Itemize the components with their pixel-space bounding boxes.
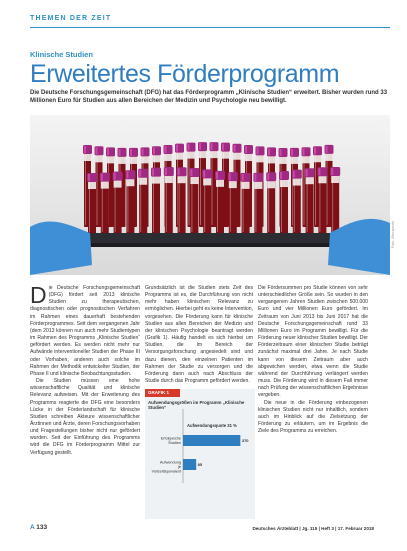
tube-front xyxy=(177,167,187,234)
article-headline: Erweitertes Förderprogramm xyxy=(30,60,340,88)
tube-front xyxy=(266,172,276,234)
tube-front xyxy=(125,170,135,234)
figure-subtitle: Aufwendungsquote 31 % xyxy=(187,423,237,428)
tube-front xyxy=(215,171,225,234)
tube-front xyxy=(253,173,263,234)
bar xyxy=(183,435,240,446)
page-prefix: A xyxy=(30,524,35,531)
tube-front xyxy=(202,169,212,234)
tube-front xyxy=(138,169,148,234)
tube-front xyxy=(330,167,340,234)
paragraph: Die Studien müssen eine hohe wissenschaftliche Qualität und klinische Relevanz aufweisen. Mit der Erweiterung des Programms reagierte die DFG eine besonders Lücke in der Förderlandschaft für klinische Studien schreiben Akteure wissenschaftlicher Ärztinnen und Ärzte, deren Forschungsvorhaben und Fragestellungen bisher nicht nur gefördert wurden. Seit der Einführung des Programms wird die DFG im Förderprogramm Mittel zur Verfügung gestellt. xyxy=(30,378,140,456)
journal-citation: Deutsches Ärzteblatt | Jg. 115 | Heft 3 | 17. Februar 2018 xyxy=(252,526,374,531)
bar-chart xyxy=(145,405,255,515)
article-column-1 xyxy=(30,282,140,457)
tube-front xyxy=(164,167,174,234)
figure-title: Aufwendungsgrößen im Programm „Klinische Studien“ xyxy=(148,400,245,410)
paragraph: Grundsätzlich ist die Studien stets Zeit des Programms ist es, die Durchführung von nicht mehr haben klinischen Relevanz zu ermöglichen. Hierbei geht es keine Intervention, vorgesehen. Die Förderung kann für klinische Studien aus allen Bereichen der Medizin und der klinischen Psychologie beantragt werden (Grafik 1). Häufig handelt es sich hierbei um Studien, die im Bereich der Versorgungsforschung angesiedelt sind und dazu dienen, den einzelnen Patienten im Rahmen der Studie zu versorgen und die Förderung dann auch nach Abschluss der Studie durch das Programm gefördert werden. xyxy=(145,285,253,385)
tube-front xyxy=(228,172,238,234)
tube-front xyxy=(241,173,251,234)
tube-front xyxy=(317,167,327,234)
article-teaser: Die Deutsche Forschungsgemeinschaft (DFG) hat das Förderprogramm „Klinische Studien“ erweitert. Bisher wurden rund 33 Millionen Euro für Studien aus allen Bereichen der Medizin und Psychologie neu bewilligt. xyxy=(30,90,388,105)
paragraph: Die Fördersummen pro Studie können von sehr unterschiedlicher Größe sein. So wurden in den vergangenen Jahren Studien zwischen 500.000 Euro und vier Millionen Euro gefördert. Im Zeitraum von Juni 2013 bis Juni 2017 hat die Deutsche Forschungsgemeinschaft rund 33 Millionen Euro im Programm bewilligt. Für die Förderung neuer klinischer Studien bewilligt. Der Förderzeitraum einer klinischen Studie beträgt zunächst maximal drei Jahre. Je nach Studie kann von diesem Zeitraum aber auch abgewichen werden, etwa wenn die Studie während der Durchführung verlängert werden muss. Die Förderung wird in diesem Fall immer nach Prüfung der wissenschaftlichen Ergebnisse vergeben. xyxy=(258,285,368,399)
figure-grafik-1 xyxy=(145,389,255,519)
tube-front xyxy=(87,173,97,234)
blood-sample-photo xyxy=(30,115,390,275)
category-label: Aufwendung je Vollzeitäquivalent xyxy=(151,460,181,474)
tube-front xyxy=(279,171,289,234)
value-label: 85 xyxy=(197,462,203,467)
category-label: Erfolgreiche Studien xyxy=(160,436,181,445)
tube-rack xyxy=(70,233,350,243)
article-kicker: Klinische Studien xyxy=(30,50,93,59)
blood-sample-rack-illustration xyxy=(30,115,390,275)
page-number-value: 133 xyxy=(36,524,48,531)
photo-credit: Foto: iStockphoto xyxy=(391,220,395,248)
value-label: 370 xyxy=(241,438,249,443)
tube-front xyxy=(305,168,315,234)
tube-front xyxy=(151,168,161,234)
article-column-2 xyxy=(145,285,253,385)
article-column-3 xyxy=(258,285,368,435)
tube-rack-base xyxy=(70,243,350,247)
tube-front xyxy=(100,173,110,234)
paragraph: ie Deutsche Forschungsgemeinschaft (DFG) fördert seit 2013 klinische Studien zu therapeutischen, diagnostischen oder prognostischen Verfahren im Rahmen eines dauerhaft bestehenden Förderprogrammes. Seit dem vergangenen Jahr (dem 2013 können nun auch mehr Studientypen im Rahmen des Programms „Klinische Studien“ gefördert werden. Es werden nicht mehr nur Aufwände interventioneller Studien der Phase III oder Vorhaben, anderen auch solche im Rahmen der Methodik entwickelter Studien, der Phase II und klinische Beobachtungsstudien. xyxy=(30,285,140,377)
tube-front xyxy=(189,168,199,234)
bar xyxy=(183,459,196,470)
tube-front xyxy=(292,170,302,234)
paragraph: Die neue in die Förderung einbezogenen klinischen Studien nicht nur inhaltlich, sondern auch im Hinblick auf die Zielsetzung der Förderung zu erläutern, um im Ergebnis die Ziele des Programms zu erreichen. xyxy=(258,399,368,435)
drop-cap: D xyxy=(30,282,47,308)
section-label: THEMEN DER ZEIT xyxy=(30,15,112,22)
tube-front xyxy=(113,172,123,234)
page-number xyxy=(30,524,47,531)
section-rule xyxy=(30,27,390,28)
figure-tab: GRAFIK 1 xyxy=(145,389,180,397)
